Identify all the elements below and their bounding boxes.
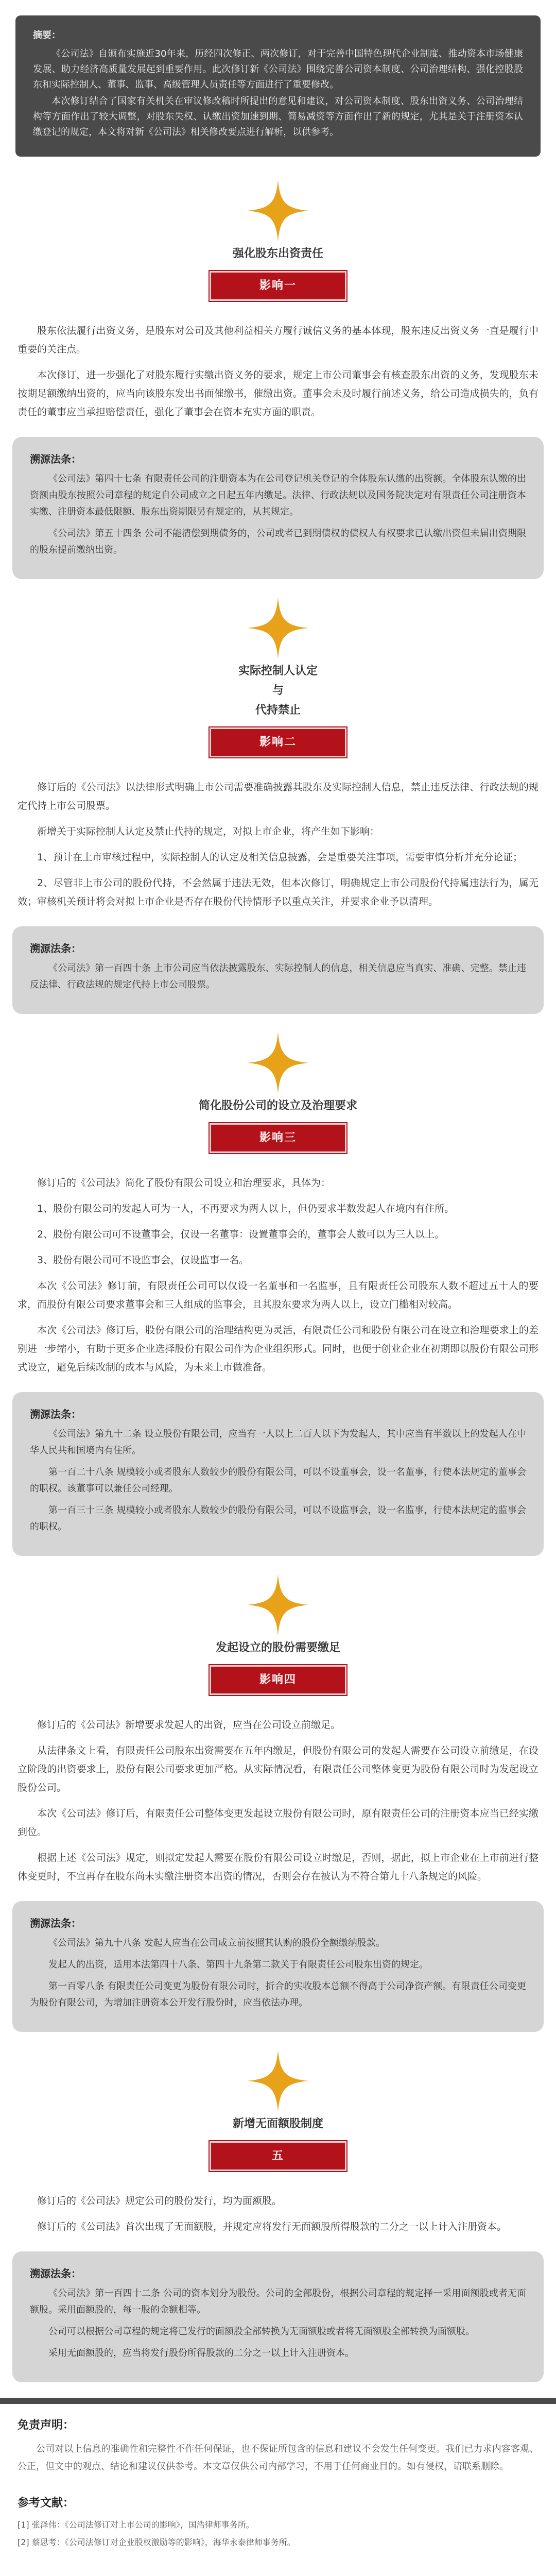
body-paragraph: 3、股份有限公司可不设监事会，仅设监事一名。 [37,1255,249,1266]
body-paragraph: 2、股份有限公司可不设董事会，仅设一名董事：设置董事会的，董事会人数可以为三人以上。 [37,1229,445,1240]
disclaimer-title: 免责声明： [18,2419,75,2432]
body-paragraph: 修订后的《公司法》首次出现了无面额股，并规定应将发行无面额股所得股款的二分之一以上计入注册资本。 [37,2221,507,2232]
body-paragraph: 新增关于实际控制人认定及禁止代持的规定，对拟上市企业，将产生如下影响： [37,826,380,837]
body-paragraph: 2、尽管非上市公司的股份代持，不会然属于违法无效，但本次修订，明确规定上市公司股份代持属违法行为，属无效；审核机关预计将会对拟上市企业是否存在股份代持情形予以重点关注，并要求企业予以清理。 [18,877,538,907]
law-quote-box [12,926,544,1014]
quote-paragraph: 第一百零八条 有限责任公司变更为股份有限公司时，折合的实收股本总额不得高于公司净资产额。有限责任公司变更为股份有限公司，为增加注册资本公开发行股份时，应当依法办理。 [30,1981,526,2008]
body-paragraph: 本次修订，进一步强化了对股东履行实缴出资义务的要求，规定上市公司董事会有核查股东出资的义务，发现股东未按期足额缴纳出资的，应当向该股东发出书面催缴书，催缴出资。董事会未及时履行前述义务，给公司造成损失的，负有责任的董事应当承担赔偿责任，强化了董事会在资本充实方面的职责。 [18,369,538,418]
sections-container [0,177,556,2382]
article-section [0,2047,556,2382]
quote-paragraph: 发起人的出资，适用本法第四十八条、第四十九条第二款关于有限责任公司股东出资的规定。 [48,1959,428,1970]
law-quote-box [12,2251,544,2382]
body-paragraph: 本次《公司法》修订前，有限责任公司可以仅设一名董事和一名监事，且有限责任公司股东人数不超过五十人的要求，而股份有限公司要求董事会和三人组成的监事会，且其股东要求为两人以上，设立门槛相对较高。 [18,1280,538,1310]
body-paragraph: 本次《公司法》修订后，股份有限公司的治理结构更为灵活，有限责任公司和股份有限公司在设立和治理要求上的差别进一步缩小，有助于更多企业选择股份有限公司作为企业组织形式。同时，也便于创业企业在初期即以股份有限公司形式设立，避免后续改制的成本与风险，为未来上市做准备。 [18,1325,538,1373]
body-paragraph: 修订后的《公司法》简化了股份有限公司设立和治理要求，具体为： [37,1177,331,1189]
quote-paragraph: 《公司法》第一百四十条 上市公司应当依法披露股东、实际控制人的信息，相关信息应当真实、准确、完整。禁止违反法律、行政法规的规定代持上市公司股票。 [30,963,526,990]
section-title: 新增无面额股制度 [232,2117,323,2130]
quote-title: 溯源法条： [30,942,81,955]
section-title: 实际控制人认定 [238,665,318,677]
disclaimer-text: 公司对以上信息的准确性和完整性不作任何保证，也不保证所包含的信息和建议不会发生任何变更。我们已力求内容客观、公正，但文中的观点、结论和建议仅供参考。本文章仅供公司内部学习，不用于任何商业目的。如有侵权，请联系删除。 [18,2444,538,2472]
law-quote-box [12,1901,544,2032]
quote-title: 溯源法条： [30,1917,81,1929]
summary-section [0,0,556,177]
body-paragraph: 股东依法履行出资义务，是股东对公司及其他利益相关方履行诚信义务的基本体现，股东违反出资义务一直是履行中重要的关注点。 [18,325,538,355]
references-title: 参考文献： [18,2497,75,2510]
article-section [0,1029,556,1556]
body-paragraph: 1、股份有限公司的发起人可为一人，不再要求为两人以上，但仍要求半数发起人在境内有住所。 [37,1203,455,1214]
quote-paragraph: 《公司法》第五十四条 公司不能清偿到期债务的，公司或者已到期债权的债权人有权要求已认缴出资但未届出资期限的股东提前缴纳出资。 [30,528,526,555]
section-title: 发起设立的股份需要缴足 [215,1641,340,1654]
quote-paragraph: 第一百三十三条 规模较小或者股东人数较少的股份有限公司，可以不设监事会，设一名监事，行使本法规定的监事会的职权。 [30,1505,526,1532]
body-paragraph: 修订后的《公司法》规定公司的股份发行，均为面额股。 [37,2195,282,2207]
section-body [0,778,556,911]
section-body [0,2192,556,2236]
body-paragraph: 修订后的《公司法》新增要求发起人的出资，应当在公司设立前缴足。 [37,1719,341,1731]
section-title: 强化股东出资责任 [232,247,323,260]
summary-paragraph: 本次修订结合了国家有关机关在审议修改稿时所提出的意见和建议，对公司资本制度、股东出资义务、公司治理结构等方面作出了较大调整，对股东失权、认缴出资加速到期、简易减资等方面作出了新的规定，尤其是关于注册资本认缴登记的规定，本文将对新《公司法》相关修改要点进行解析，以供参考。 [33,96,523,138]
section-body [0,321,556,421]
section-body [0,1174,556,1377]
body-paragraph: 修订后的《公司法》以法律形式明确上市公司需要准确披露其股东及实际控制人信息，禁止违反法律、行政法规的规定代持上市公司股票。 [18,782,538,811]
quote-paragraph: 采用无面额股的，应当将发行股份所得股款的二分之一以上计入注册资本。 [48,2348,354,2359]
body-paragraph: 1、预计在上市审核过程中，实际控制人的认定及相关信息披露，会是重要关注事项，需要审慎分析并充分论证； [37,852,523,863]
sparkle-star-icon [245,1029,311,1096]
section-title: 简化股份公司的设立及治理要求 [198,1099,357,1112]
section-badge: 影响四 [210,1665,346,1695]
section-badge: 影响二 [210,727,346,757]
quote-paragraph: 《公司法》第一百四十二条 公司的资本划分为股份。公司的全部股份，根据公司章程的规定择一采用面额股或者无面额股。采用面额股的，每一股的金额相等。 [30,2288,526,2315]
section-badge: 五 [210,2141,346,2171]
quote-paragraph: 《公司法》第九十八条 发起人应当在公司成立前按照其认购的股份全额缴纳股款。 [48,1938,385,1948]
section-title: 代持禁止 [255,704,301,717]
summary-card [15,15,541,157]
body-paragraph: 从法律条文上看，有限责任公司股东出资需要在五年内缴足，但股份有限公司的发起人需要在公司设立前缴足，在设立阶段的出资要求上，股份有限公司要求更加严格。从实际情况看，有限责任公司整体变更为股份有限公司时为发起设立股份公司。 [18,1745,538,1793]
body-paragraph: 本次《公司法》修订后，有限责任公司整体变更发起设立股份有限公司时，原有限责任公司的注册资本应当已经实缴到位。 [18,1808,538,1838]
article-section [0,595,556,1014]
quote-paragraph: 《公司法》第四十七条 有限责任公司的注册资本为在公司登记机关登记的全体股东认缴的出资额。全体股东认缴的出资额由股东按照公司章程的规定自公司成立之日起五年内缴足。法律、行政法规以及国务院决定对有限责任公司注册资本实缴、注册资本最低限额、股东出资期限另有规定的，从其规定。 [30,473,526,517]
law-quote-box [12,1392,544,1556]
sparkle-star-icon [245,1571,311,1638]
article-section [0,177,556,579]
section-badge: 影响三 [210,1123,346,1153]
sparkle-star-icon [245,595,311,662]
reference-item: [1] 张泽伟：《公司法修订对上市公司的影响》，国浩律师事务所。 [18,2520,254,2530]
section-title: 与 [272,684,284,697]
sparkle-star-icon [245,2047,311,2114]
sparkle-star-icon [245,177,311,244]
article-section [0,1571,556,2032]
summary-paragraph: 《公司法》自颁布实施近30年来，历经四次修正、两次修订，对于完善中国特色现代企业制度、推动资本市场健康发展、助力经济高质量发展起到重要作用。此次修订新《公司法》围绕完善公司资本制度、公司治理结构、强化控股股东和实际控制人、董事、监事、高级管理人员责任等方面进行了重要修改。 [33,48,523,90]
quote-paragraph: 第一百二十八条 规模较小或者股东人数较少的股份有限公司，可以不设董事会，设一名董事，行使本法规定的董事会的职权。该董事可以兼任公司经理。 [30,1467,526,1494]
divider [0,2398,556,2404]
quote-paragraph: 《公司法》第九十二条 设立股份有限公司，应当有一人以上二百人以下为发起人，其中应当有半数以上的发起人在中华人民共和国境内有住所。 [30,1429,526,1456]
summary-title: 摘要： [33,30,61,41]
section-badge: 影响一 [210,271,346,301]
quote-paragraph: 公司可以根据公司章程的规定将已发行的面额股全部转换为无面额股或者将无面额股全部转换为面额股。 [48,2326,475,2337]
section-body [0,1716,556,1886]
quote-title: 溯源法条： [30,453,81,465]
reference-item: [2] 蔡思考：《公司法修订对企业股权激励等的影响》，海华永泰律师事务所。 [18,2537,296,2547]
quote-title: 溯源法条： [30,2267,81,2280]
law-quote-box [12,437,544,579]
quote-title: 溯源法条： [30,1408,81,1420]
body-paragraph: 根据上述《公司法》规定，则拟定发起人需要在股份有限公司设立时缴足，否则，据此，拟上市企业在上市前进行整体变更时，不宜再存在股东尚未实缴注册资本出资的情况，否则会存在被认为不符合第九十八条规定的风险。 [18,1852,538,1882]
